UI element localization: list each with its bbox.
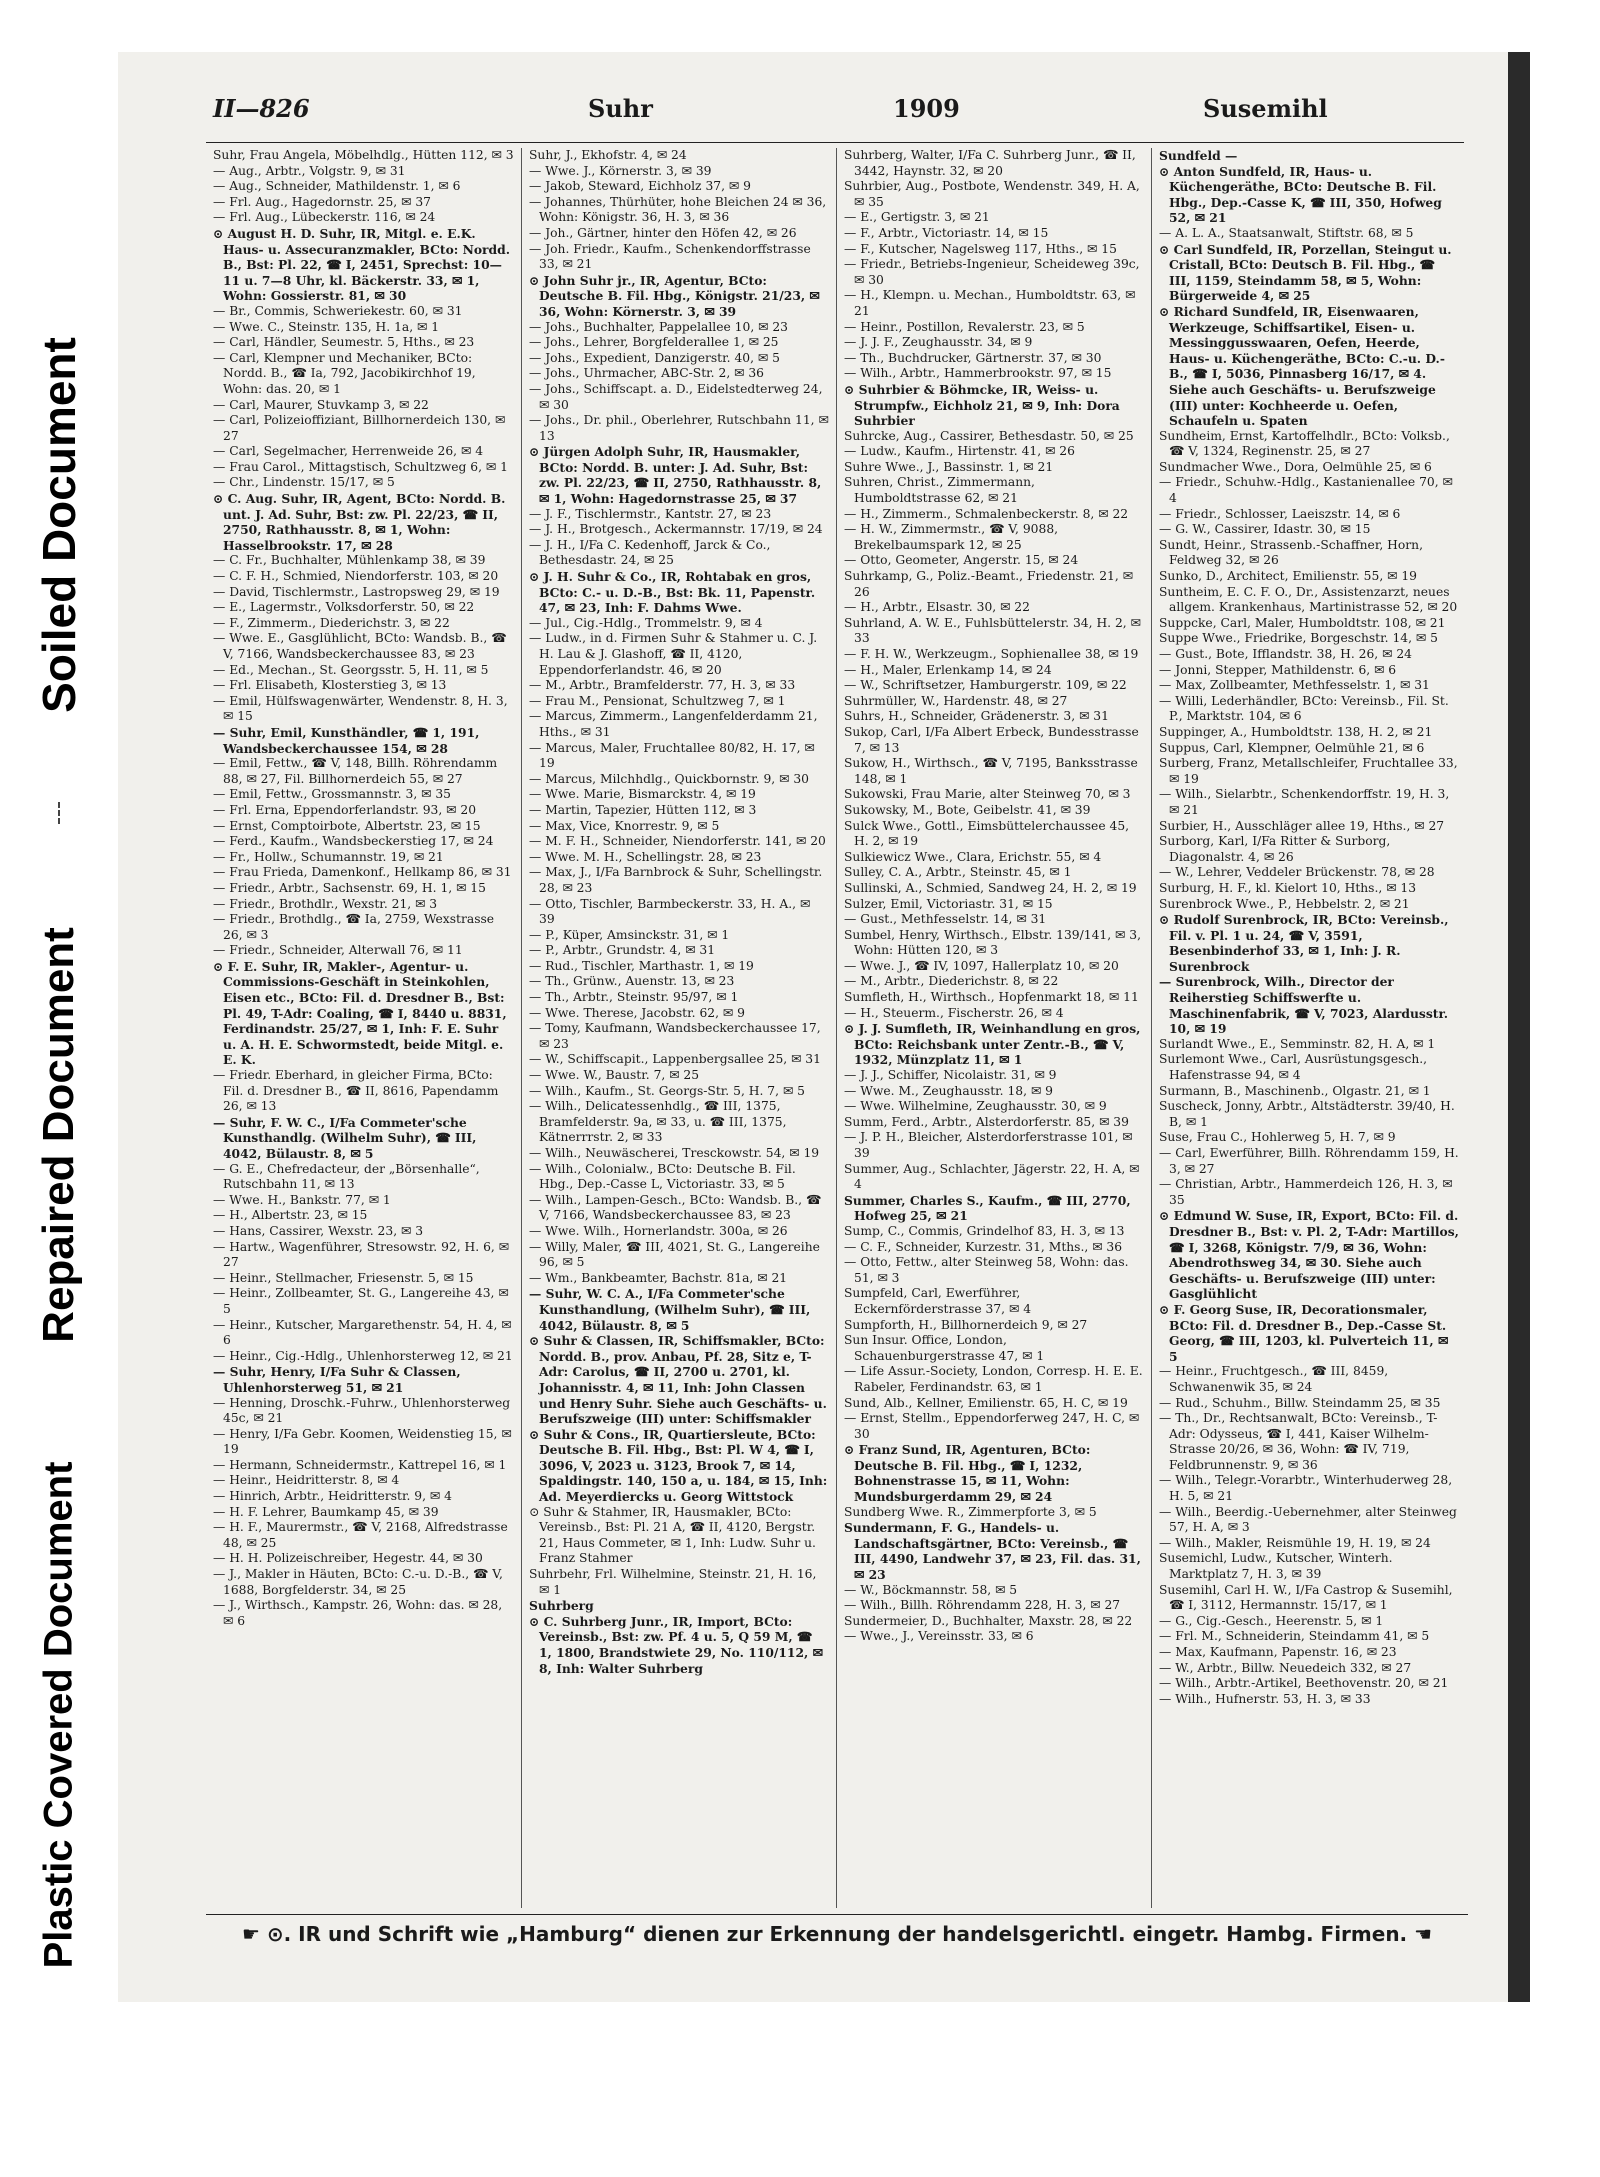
- directory-entry: Suhrberg: [529, 1598, 594, 1614]
- page-number: II—826: [213, 94, 310, 123]
- directory-entry: — E., Lagermstr., Volksdorferstr. 50, ✉ 22: [213, 600, 475, 615]
- directory-entry: Suppinger, A., Humboldtstr. 138, H. 2, ✉ 21: [1159, 724, 1433, 739]
- directory-entry: — Ludw., Kaufm., Hirtenstr. 41, ✉ 26: [844, 444, 1075, 459]
- directory-entry: — Aug., Schneider, Mathildenstr. 1, ✉ 6: [213, 179, 461, 194]
- directory-entry: ⊙ J. H. Suhr & Co., IR, Rohtabak en gros, BCto: C.- u. D.-B., Bst: Bk. 11, Papenstr. 47, ✉ 23, Inh: F. Dahms Wwe.: [529, 569, 816, 616]
- directory-column-2: [521, 148, 836, 1908]
- directory-entry: Suppcke, Carl, Maler, Humboldtstr. 108, ✉ 21: [1159, 615, 1446, 630]
- directory-entry: ⊙ Richard Sundfeld, IR, Eisenwaaren, Werkzeuge, Schiffsartikel, Eisen- u. Messinggusswaaren, Oefen, Heerde, Haus- u. Küchengeräthe, BCto: C.-u. D.-B., ☎ I, 5036, Pinnasberg 16/17, ✉ 4. Siehe auch Geschäfts- u. Berufszweige (III) unter: Kochheerde u. Oefen, Schaufeln u. Spaten: [1159, 303, 1445, 429]
- directory-entry: — Heinr., Heidritterstr. 8, ✉ 4: [213, 1473, 400, 1488]
- directory-entry: — Wwe. M., Zeughausstr. 18, ✉ 9: [844, 1083, 1053, 1098]
- directory-entry: — Carl, Segelmacher, Herrenweide 26, ✉ 4: [213, 444, 484, 459]
- directory-entry: — Friedr., Schuhw.-Hdlg., Kastanienallee 70, ✉ 4: [1159, 475, 1453, 506]
- directory-entry: — C. Fr., Buchhalter, Mühlenkamp 38, ✉ 39: [213, 553, 486, 568]
- directory-entry: — Wm., Bankbeamter, Bachstr. 81a, ✉ 21: [529, 1270, 788, 1285]
- directory-entry: — Tomy, Kaufmann, Wandsbeckerchaussee 17, ✉ 23: [529, 1021, 821, 1051]
- directory-entry: ⊙ Suhrbier & Böhmcke, IR, Weiss- u. Strumpfw., Eichholz 21, ✉ 9, Inh: Dora Suhrbier: [844, 381, 1120, 429]
- directory-entry: — Ernst, Comptoirbote, Albertstr. 23, ✉ 15: [213, 818, 481, 833]
- directory-entry: — Ferd., Kaufm., Wandsbeckerstieg 17, ✉ 24: [213, 834, 494, 849]
- directory-entry: — Friedr., Arbtr., Sachsenstr. 69, H. 1, ✉ 15: [213, 880, 486, 895]
- directory-entry: — Hans, Cassirer, Wexstr. 23, ✉ 3: [213, 1223, 424, 1238]
- directory-entry: — Suhr, F. W. C., I/Fa Commeter'sche Kunsthandlg. (Wilhelm Suhr), ☎ III, 4042, Bülaustr. 8, ✉ 5: [213, 1114, 477, 1161]
- directory-entry: — Friedr., Schlosser, Laeiszstr. 14, ✉ 6: [1159, 506, 1401, 521]
- directory-entry: — Christian, Arbtr., Hammerdeich 126, H. 3, ✉ 35: [1159, 1177, 1453, 1207]
- directory-entry: — Heinr., Kutscher, Margarethenstr. 54, H. 4, ✉ 6: [213, 1317, 512, 1348]
- directory-entry: — Frl. Elisabeth, Klosterstieg 3, ✉ 13: [213, 678, 447, 693]
- directory-entry: — Carl, Händler, Seumestr. 5, Hths., ✉ 23: [213, 335, 475, 350]
- directory-entry: Sund, Alb., Kellner, Emilienstr. 65, H. C, ✉ 19: [844, 1395, 1128, 1410]
- directory-entry: Suhren, Christ., Zimmermann, Humboldtstrasse 62, ✉ 21: [844, 475, 1035, 506]
- directory-entry: Summ, Ferd., Arbtr., Alsterdorferstr. 85, ✉ 39: [844, 1114, 1129, 1129]
- directory-entry: Suntheim, E. C. F. O., Dr., Assistenzarzt, neues allgem. Krankenhaus, Martinistrasse 52, ✉ 20: [1159, 584, 1458, 615]
- directory-entry: — Friedr. Eberhard, in gleicher Firma, BCto: Fil. d. Dresdner B., ☎ II, 8616, Papendamm 26, ✉ 13: [213, 1068, 499, 1114]
- repaired-document-label: Repaired Document: [34, 927, 83, 1343]
- directory-entry: — F. H. W., Werkzeugm., Sophienallee 38, ✉ 19: [844, 647, 1139, 661]
- directory-entry: — Wilh., Billh. Röhrendamm 228, H. 3, ✉ 27: [844, 1598, 1121, 1613]
- directory-entry: Sundberg Wwe. R., Zimmerpforte 3, ✉ 5: [844, 1504, 1097, 1519]
- directory-entry: — F., Arbtr., Victoriastr. 14, ✉ 15: [844, 225, 1049, 240]
- directory-entry: — Chr., Lindenstr. 15/17, ✉ 5: [213, 475, 395, 490]
- directory-entry: — Marcus, Maler, Fruchtallee 80/82, H. 17, ✉ 19: [529, 740, 815, 771]
- directory-entry: — Heinr., Zollbeamter, St. G., Langereihe 43, ✉ 5: [213, 1286, 509, 1316]
- binding-shadow: [1508, 52, 1530, 2002]
- directory-entry: — Frl. Aug., Lübeckerstr. 116, ✉ 24: [213, 210, 436, 225]
- directory-entry: — Wilh., Kaufm., St. Georgs-Str. 5, H. 7, ✉ 5: [529, 1083, 805, 1098]
- directory-entry: — Wilh., Hufnerstr. 53, H. 3, ✉ 33: [1159, 1691, 1371, 1706]
- directory-entry: Sumpfeld, Carl, Ewerführer, Eckernförderstrasse 37, ✉ 4: [844, 1286, 1032, 1316]
- directory-entry: ⊙ Suhr & Classen, IR, Schiffsmakler, BCto: Nordd. B., prov. Anbau, Pf. 28, Sitz e, T-Adr: Carolus, ☎ II, 2700 u. 2701, kl. Johannisstr. 4, ✉ 11, Inh: John Classen und Henry Suhr. Siehe auch Geschäfts- u. Berufszweige (III) unter: Schiffsmakler: [529, 1333, 827, 1427]
- separator-mark: [58, 802, 60, 824]
- directory-entry: — Wwe. J., Körnerstr. 3, ✉ 39: [529, 163, 712, 178]
- directory-entry: — H., Zimmerm., Schmalenbeckerstr. 8, ✉ 22: [844, 506, 1129, 521]
- directory-entry: — Wilh., Neuwäscherei, Tresckowstr. 54, ✉ 19: [529, 1146, 820, 1160]
- header-year: 1909: [893, 94, 960, 123]
- directory-entry: — Max, Vice, Knorrestr. 9, ✉ 5: [529, 818, 720, 833]
- scanned-page: [118, 52, 1530, 2002]
- header-left-keyword: Suhr: [588, 94, 653, 123]
- directory-entry: ⊙ Anton Sundfeld, IR, Haus- u. Küchengeräthe, BCto: Deutsche B. Fil. Hbg., Dep.-Casse K, ☎ III, 350, Hofweg 52, ✉ 21: [1159, 163, 1442, 226]
- directory-entry: Surmann, B., Maschinenb., Olgastr. 21, ✉ 1: [1159, 1083, 1431, 1098]
- directory-entry: ⊙ J. J. Sumfleth, IR, Weinhandlung en gros, BCto: Reichsbank unter Zentr.-B., ☎ V, 1932, Münzplatz 11, ✉ 1: [844, 1021, 1141, 1068]
- header-rule: [206, 142, 1464, 143]
- directory-entry: — P., Küper, Amsinckstr. 31, ✉ 1: [529, 927, 730, 942]
- directory-entry: — Max, Zollbeamter, Methfesselstr. 1, ✉ 31: [1159, 678, 1430, 693]
- directory-entry: — Wilh., Arbtr., Hammerbrookstr. 97, ✉ 15: [844, 366, 1112, 381]
- directory-entry: — Johs., Dr. phil., Oberlehrer, Rutschbahn 11, ✉ 13: [529, 413, 829, 443]
- directory-entry: — H. H. Polizeischreiber, Hegestr. 44, ✉ 30: [213, 1551, 483, 1566]
- directory-entry: ⊙ F. E. Suhr, IR, Makler-, Agentur- u. Commissions-Geschäft in Steinkohlen, Eisen etc., BCto: Fil. d. Dresdner B., Bst: Pl. 49, T-Adr: Coaling, ☎ I, 8440 u. 8831, Ferdinandstr. 25/27, ✉ 1, Inh: F. E. Suhr u. A. H. E. Schwormstedt, beide Mitgl. e. E. K.: [213, 958, 507, 1068]
- directory-entry: — Wwe. W., Baustr. 7, ✉ 25: [529, 1068, 700, 1083]
- directory-entry: — Wilh., Colonialw., BCto: Deutsche B. Fil. Hbg., Dep.-Casse L, Victoriastr. 33, ✉ 5: [529, 1161, 796, 1192]
- directory-entry: — David, Tischlermstr., Lastropsweg 29, ✉ 19: [213, 584, 500, 599]
- directory-entry: — W., Arbtr., Billw. Neuedeich 332, ✉ 27: [1159, 1660, 1412, 1675]
- directory-entry: — Frl. Aug., Hagedornstr. 25, ✉ 37: [213, 194, 431, 209]
- directory-entry: Suhrbehr, Frl. Wilhelmine, Steinstr. 21, H. 16, ✉ 1: [529, 1567, 817, 1597]
- directory-entry: — Wwe. C., Steinstr. 135, H. 1a, ✉ 1: [213, 319, 440, 334]
- directory-entry: — E., Gertigstr. 3, ✉ 21: [844, 210, 990, 225]
- directory-entry: — Johs., Schiffscapt. a. D., Eidelstedterweg 24, ✉ 30: [529, 381, 823, 412]
- directory-entry: — Ernst, Stellm., Eppendorferweg 247, H. C, ✉ 30: [844, 1411, 1140, 1441]
- directory-entry: — Heinr., Fruchtgesch., ☎ III, 8459, Schwanenwik 35, ✉ 24: [1159, 1364, 1389, 1394]
- directory-entry: ⊙ Carl Sundfeld, IR, Porzellan, Steingut u. Cristall, BCto: Deutsch B. Fil. Hbg., ☎ III, 1159, Steindamm 58, ✉ 5, Wohn: Bürgerweide 4, ✉ 25: [1159, 241, 1452, 304]
- directory-entry: Suhrberg, Walter, I/Fa C. Suhrberg Junr., ☎ II, 3442, Haynstr. 32, ✉ 20: [844, 148, 1136, 178]
- directory-entry: — C. F., Schneider, Kurzestr. 31, Mths., ✉ 36: [844, 1239, 1123, 1254]
- directory-entry: — H., Arbtr., Elsastr. 30, ✉ 22: [844, 600, 1030, 615]
- directory-entry: Surbier, H., Ausschläger allee 19, Hths., ✉ 27: [1159, 818, 1445, 833]
- directory-entry: Surberg, Franz, Metallschleifer, Fruchtallee 33, ✉ 19: [1159, 756, 1458, 786]
- directory-entry: — Emil, Hülfswagenwärter, Wendenstr. 8, H. 3, ✉ 15: [213, 693, 508, 724]
- directory-entry: — Th., Arbtr., Steinstr. 95/97, ✉ 1: [529, 990, 739, 1005]
- directory-entry: — Wwe., J., Vereinsstr. 33, ✉ 6: [844, 1629, 1034, 1644]
- side-label-strip: [0, 0, 118, 2177]
- directory-entry: — P., Arbtr., Grundstr. 4, ✉ 31: [529, 943, 716, 958]
- directory-entry: Sulck Wwe., Gottl., Eimsbüttelerchaussee 45, H. 2, ✉ 19: [844, 818, 1130, 849]
- directory-entry: — W., Schriftsetzer, Hamburgerstr. 109, ✉ 22: [844, 678, 1127, 693]
- directory-entry: Sulzer, Emil, Victoriastr. 31, ✉ 15: [844, 896, 1053, 911]
- directory-entry: — Wilh., Telegr.-Vorarbtr., Winterhuderweg 28, H. 5, ✉ 21: [1159, 1473, 1453, 1504]
- directory-entry: Sulley, C. A., Arbtr., Steinstr. 45, ✉ 1: [844, 865, 1072, 880]
- directory-entry: — W., Böckmannstr. 58, ✉ 5: [844, 1582, 1018, 1597]
- directory-entry: — H. F. Lehrer, Baumkamp 45, ✉ 39: [213, 1504, 439, 1519]
- directory-entry: — Wwe. H., Bankstr. 77, ✉ 1: [213, 1192, 391, 1207]
- directory-entry: — Otto, Tischler, Barmbeckerstr. 33, H. A., ✉ 39: [529, 896, 811, 927]
- directory-entry: — Suhr, Emil, Kunsthändler, ☎ 1, 191, Wandsbeckerchaussee 154, ✉ 28: [213, 724, 480, 756]
- directory-entry: — Wwe. Therese, Jacobstr. 62, ✉ 9: [529, 1005, 745, 1020]
- directory-entry: — Jonni, Stepper, Mathildenstr. 6, ✉ 6: [1159, 662, 1397, 677]
- directory-entry: ⊙ F. Georg Suse, IR, Decorationsmaler, BCto: Fil. d. Dresdner B., Dep.-Casse St. Georg, ☎ III, 1203, kl. Pulverteich 11, ✉ 5: [1159, 1301, 1449, 1364]
- directory-entry: — Wilh., Delicatessenhdlg., ☎ III, 1375, Bramfelderstr. 9a, ✉ 33, u. ☎ III, 1375, Kätnerrrstr. 2, ✉ 33: [529, 1099, 787, 1145]
- directory-entry: — J. J. F., Zeughausstr. 34, ✉ 9: [844, 335, 1033, 350]
- directory-entry: Sun Insur. Office, London, Schauenburgerstrasse 47, ✉ 1: [844, 1333, 1045, 1363]
- directory-entry: — Th., Dr., Rechtsanwalt, BCto: Vereinsb., T-Adr: Odysseus, ☎ I, 441, Kaiser Wilhelm-Strasse 20/26, ✉ 36, Wohn: ☎ IV, 719, Feldbrunnenstr. 9, ✉ 36: [1159, 1411, 1438, 1472]
- directory-entry: Sundheim, Ernst, Kartoffelhdlr., BCto: Volksb., ☎ V, 1324, Reginenstr. 25, ✉ 27: [1159, 428, 1450, 459]
- directory-entry: — F., Zimmerm., Diederichstr. 3, ✉ 22: [213, 615, 450, 630]
- directory-entry: Surburg, H. F., kl. Kielort 10, Hths., ✉ 13: [1159, 880, 1417, 895]
- directory-entry: — Max, Kaufmann, Papenstr. 16, ✉ 23: [1159, 1645, 1397, 1659]
- directory-entry: Suhrs, H., Schneider, Grädenerstr. 3, ✉ 31: [844, 709, 1109, 724]
- directory-entry: ⊙ Rudolf Surenbrock, IR, BCto: Vereinsb., Fil. v. Pl. 1 u. 24, ☎ V, 3591, Besenbinderhof 33, ✉ 1, Inh: J. R. Surenbrock: [1159, 912, 1449, 974]
- directory-entry: — Frl. Erna, Eppendorferlandstr. 93, ✉ 20: [213, 802, 477, 817]
- directory-entry: — Wilh., Makler, Reismühle 19, H. 19, ✉ 24: [1159, 1535, 1431, 1550]
- directory-entry: — H., Klempn. u. Mechan., Humboldtstr. 63, ✉ 21: [844, 288, 1136, 318]
- directory-entry: Sulkiewicz Wwe., Clara, Erichstr. 55, ✉ 4: [844, 849, 1102, 864]
- directory-entry: — Henry, I/Fa Gebr. Koomen, Weidenstieg 15, ✉ 19: [213, 1426, 512, 1457]
- directory-entry: Sundfeld —: [1159, 148, 1238, 163]
- directory-entry: — Wwe. M. H., Schellingstr. 28, ✉ 23: [529, 849, 762, 864]
- directory-entry: — Marcus, Zimmerm., Langenfelderdamm 21, Hths., ✉ 31: [529, 709, 818, 739]
- directory-entry: — Johs., Buchhalter, Pappelallee 10, ✉ 23: [529, 319, 788, 334]
- directory-entry: Suse, Frau C., Hohlerweg 5, H. 7, ✉ 9: [1159, 1130, 1396, 1145]
- directory-entry: — Wilh., Arbtr.-Artikel, Beethovenstr. 20, ✉ 21: [1159, 1676, 1449, 1691]
- directory-entry: — Johannes, Thürhüter, hohe Bleichen 24 ✉ 36, Wohn: Königstr. 36, H. 3, ✉ 36: [529, 194, 827, 225]
- directory-entry: — Fr., Hollw., Schumannstr. 19, ✉ 21: [213, 849, 444, 864]
- directory-entry: — Surenbrock, Wilh., Director der Reiherstieg Schiffswerfte u. Maschinenfabrik, ☎ V, 7023, Alardusstr. 10, ✉ 19: [1159, 974, 1449, 1037]
- directory-entry: — H., Albertstr. 23, ✉ 15: [213, 1208, 368, 1223]
- directory-entry: ⊙ C. Suhrberg Junr., IR, Import, BCto: Vereinsb., Bst: zw. Pf. 4 u. 5, Q 59 M, ☎ 1, 1800, Brandstwiete 29, No. 110/112, ✉ 8, Inh: Walter Suhrberg: [529, 1613, 823, 1676]
- directory-entry: — Frau Carol., Mittagstisch, Schultzweg 6, ✉ 1: [213, 459, 508, 474]
- page-header: [203, 94, 1468, 134]
- directory-entry: Sunko, D., Architect, Emilienstr. 55, ✉ 19: [1159, 569, 1418, 584]
- directory-entry: — M. F. H., Schneider, Niendorferstr. 141, ✉ 20: [529, 834, 826, 849]
- directory-entry: Sundt, Heinr., Strassenb.-Schaffner, Horn, Feldweg 32, ✉ 26: [1159, 537, 1424, 568]
- directory-entry: Sukowski, Frau Marie, alter Steinweg 70, ✉ 3: [844, 787, 1131, 802]
- directory-entry: — Otto, Fettw., alter Steinweg 58, Wohn: das. 51, ✉ 3: [844, 1255, 1129, 1285]
- directory-entry: Summer, Charles S., Kaufm., ☎ III, 2770, Hofweg 25, ✉ 21: [844, 1192, 1131, 1224]
- directory-entry: ⊙ Suhr & Cons., IR, Quartiersleute, BCto: Deutsche B. Fil. Hbg., Bst: Pl. W 4, ☎ I, 3096, V, 2023 u. 3123, Brook 7, ✉ 14, Spaldingstr. 140, 150 a, u. 184, ✉ 15, Inh: Ad. Meyerdiercks u. Georg Wittstock: [529, 1426, 828, 1505]
- directory-entry: — J. J., Schiffer, Nicolaistr. 31, ✉ 9: [844, 1068, 1057, 1083]
- directory-entry: — J. H., I/Fa C. Kedenhoff, Jarck & Co., Bethesdastr. 24, ✉ 25: [529, 537, 771, 568]
- directory-entry: — G. W., Cassirer, Idastr. 30, ✉ 15: [1159, 522, 1371, 537]
- directory-entry: — Wwe. Marie, Bismarckstr. 4, ✉ 19: [529, 787, 756, 802]
- directory-entry: Sukop, Carl, I/Fa Albert Erbeck, Bundesstrasse 7, ✉ 13: [844, 724, 1139, 755]
- directory-entry: — H. W., Zimmermstr., ☎ V, 9088, Brekelbaumspark 12, ✉ 25: [844, 522, 1059, 552]
- footer-rule: [206, 1914, 1468, 1915]
- directory-columns: [206, 148, 1468, 1908]
- directory-entry: — Life Assur.-Society, London, Corresp. H. E. E. Rabeler, Ferdinandstr. 63, ✉ 1: [844, 1364, 1143, 1394]
- directory-entry: — J. P. H., Bleicher, Alsterdorferstrasse 101, ✉ 39: [844, 1130, 1133, 1160]
- directory-entry: — H. F., Maurermstr., ☎ V, 2168, Alfredstrasse 48, ✉ 25: [213, 1520, 508, 1550]
- directory-entry: — Wilh., Lampen-Gesch., BCto: Wandsb. B., ☎ V, 7166, Wandsbeckerchaussee 83, ✉ 23: [529, 1192, 822, 1223]
- directory-entry: — Ludw., in d. Firmen Suhr & Stahmer u. C. J. H. Lau & J. Glashoff, ☎ II, 4120, Eppendorferlandstr. 46, ✉ 20: [529, 631, 818, 677]
- directory-entry: — J. F., Tischlermstr., Kantstr. 27, ✉ 23: [529, 506, 772, 521]
- directory-entry: ⊙ C. Aug. Suhr, IR, Agent, BCto: Nordd. B. unt. J. Ad. Suhr, Bst: zw. Pl. 22/23, ☎ II, 2750, Rathhausstr. 8, ✉ 1, Wohn: Hasselbrookstr. 17, ✉ 28: [213, 491, 506, 553]
- directory-entry: Susemichl, Ludw., Kutscher, Winterh. Marktplatz 7, H. 3, ✉ 39: [1159, 1551, 1393, 1582]
- directory-entry: — J., Makler in Häuten, BCto: C.-u. D.-B., ☎ V, 1688, Borgfelderstr. 34, ✉ 25: [213, 1567, 503, 1597]
- directory-entry: — Friedr., Schneider, Alterwall 76, ✉ 11: [213, 943, 463, 958]
- directory-entry: ⊙ Suhr & Stahmer, IR, Hausmakler, BCto: Vereinsb., Bst: Pl. 21 A, ☎ II, 4120, Bergstr. 21, Haus Commeter, ✉ 1, Inh: Ludw. Suhr u. Franz Stahmer: [529, 1504, 816, 1566]
- soiled-document-label: Soiled Document: [33, 337, 85, 713]
- directory-entry: — F., Kutscher, Nagelsweg 117, Hths., ✉ 15: [844, 241, 1117, 256]
- directory-entry: — Johs., Uhrmacher, ABC-Str. 2, ✉ 36: [529, 366, 764, 381]
- directory-entry: Suhrland, A. W. E., Fuhlsbüttelerstr. 34, H. 2, ✉ 33: [844, 615, 1141, 646]
- directory-entry: Suppus, Carl, Klempner, Oelmühle 21, ✉ 6: [1159, 740, 1425, 755]
- directory-entry: — Heinr., Stellmacher, Friesenstr. 5, ✉ 15: [213, 1270, 474, 1285]
- directory-column-3: [836, 148, 1151, 1908]
- directory-entry: — Frau M., Pensionat, Schultzweg 7, ✉ 1: [529, 693, 786, 708]
- directory-entry: — Friedr., Brothdlg., ☎ Ia, 2759, Wexstrasse 26, ✉ 3: [213, 912, 495, 942]
- directory-entry: — Gust., Methfesselstr. 14, ✉ 31: [844, 912, 1047, 927]
- directory-entry: Sumfleth, H., Wirthsch., Hopfenmarkt 18, ✉ 11: [844, 990, 1139, 1005]
- directory-entry: Suscheck, Jonny, Arbtr., Altstädterstr. 39/40, H. B, ✉ 1: [1159, 1099, 1455, 1129]
- directory-entry: ⊙ Edmund W. Suse, IR, Export, BCto: Fil. d. Dresdner B., Bst: v. Pl. 2, T-Adr: Martillos, ☎ I, 3268, Königstr. 7/9, ✉ 36, Wohn: Abendrothsweg 34, ✉ 30. Siehe auch Geschäfts- u. Berufszweige (III) unter: Gasglühlicht: [1159, 1208, 1459, 1302]
- directory-entry: Suhrbier, Aug., Postbote, Wendenstr. 349, H. A, ✉ 35: [844, 179, 1140, 209]
- directory-entry: ⊙ John Suhr jr., IR, Agentur, BCto: Deutsche B. Fil. Hbg., Königstr. 21/23, ✉ 36, Wohn: Körnerstr. 3, ✉ 39: [529, 272, 820, 319]
- directory-entry: Surlandt Wwe., E., Semminstr. 82, H. A, ✉ 1: [1159, 1036, 1436, 1051]
- directory-column-4: [1151, 148, 1466, 1908]
- directory-entry: — Frau Frieda, Damenkonf., Hellkamp 86, ✉ 31: [213, 865, 512, 880]
- directory-entry: — H., Steuerm., Fischerstr. 26, ✉ 4: [844, 1005, 1064, 1020]
- directory-entry: — Friedr., Brothdlr., Wexstr. 21, ✉ 3: [213, 896, 438, 911]
- directory-entry: — Max, J., I/Fa Barnbrock & Suhr, Schellingstr. 28, ✉ 23: [529, 865, 823, 895]
- directory-entry: — Johs., Expedient, Danzigerstr. 40, ✉ 5: [529, 350, 780, 365]
- directory-entry: — Emil, Fettw., ☎ V, 148, Billh. Röhrendamm 88, ✉ 27, Fil. Billhornerdeich 55, ✉ 27: [213, 756, 498, 786]
- directory-entry: ⊙ Franz Sund, IR, Agenturen, BCto: Deutsche B. Fil. Hbg., ☎ I, 1232, Bohnenstrasse 15, ✉ 11, Wohn: Mundsburgerdamm 29, ✉ 24: [844, 1442, 1091, 1505]
- directory-entry: Suhrcke, Aug., Cassirer, Bethesdastr. 50, ✉ 25: [844, 428, 1134, 443]
- directory-entry: — M., Arbtr., Bramfelderstr. 77, H. 3, ✉ 33: [529, 678, 796, 693]
- directory-entry: Sumpforth, H., Billhornerdeich 9, ✉ 27: [844, 1317, 1088, 1332]
- directory-entry: — Suhr, Henry, I/Fa Suhr & Classen, Uhlenhorsterweg 51, ✉ 21: [213, 1364, 461, 1395]
- directory-entry: — C. F. H., Schmied, Niendorferstr. 103, ✉ 20: [213, 569, 499, 584]
- plastic-covered-document-label: Plastic Covered Document: [36, 1461, 81, 1969]
- directory-entry: Suhrkamp, G., Poliz.-Beamt., Friedenstr. 21, ✉ 26: [844, 569, 1134, 599]
- directory-entry: ⊙ August H. D. Suhr, IR, Mitgl. e. E.K. Haus- u. Assecuranzmakler, BCto: Nordd. B., Bst: Pl. 22, ☎ I, 2451, Sprechst: 10—11 u. 7—8 Uhr, kl. Bäckerstr. 33, ✉ 1, Wohn: Gossierstr. 81, ✉ 30: [213, 225, 510, 304]
- directory-entry: — Wilh., Beerdig.-Uebernehmer, alter Steinweg 57, H. A, ✉ 3: [1159, 1504, 1457, 1535]
- directory-entry: — M., Arbtr., Diederichstr. 8, ✉ 22: [844, 974, 1059, 989]
- directory-entry: — Carl, Klempner und Mechaniker, BCto: Nordd. B., ☎ Ia, 792, Jacobikirchhof 19, Wohn: das. 20, ✉ 1: [213, 350, 476, 396]
- page-footer-note: ☛ ⊙. IR und Schrift wie „Hamburg“ dienen zur Erkennung der handelsgerichtl. eingetr. Hambg. Firmen. ☚: [241, 1922, 1433, 1946]
- directory-entry: Sump, C., Commis, Grindelhof 83, H. 3, ✉ 13: [844, 1223, 1125, 1238]
- directory-entry: — Wwe. E., Gasglühlicht, BCto: Wandsb. B., ☎ V, 7166, Wandsbeckerchaussee 83, ✉ 23: [213, 631, 507, 661]
- directory-entry: — Gust., Bote, Ifflandstr. 38, H. 26, ✉ 24: [1159, 647, 1412, 661]
- directory-entry: — Heinr., Postillon, Revalerstr. 23, ✉ 5: [844, 319, 1085, 334]
- directory-entry: Suhr, J., Ekhofstr. 4, ✉ 24: [529, 148, 687, 162]
- directory-entry: — Willy, Maler, ☎ III, 4021, St. G., Langereihe 96, ✉ 5: [529, 1239, 820, 1270]
- directory-entry: Sundermann, F. G., Handels- u. Landschaftsgärtner, BCto: Vereinsb., ☎ III, 4490, Landwehr 37, ✉ 23, Fil. das. 31, ✉ 23: [844, 1520, 1141, 1583]
- directory-entry: Suhr, Frau Angela, Möbelhdlg., Hütten 112, ✉ 3: [213, 148, 514, 162]
- directory-entry: Suhrmüller, W., Hardenstr. 48, ✉ 27: [844, 693, 1068, 708]
- directory-entry: — Carl, Maurer, Stuvkamp 3, ✉ 22: [213, 397, 429, 412]
- directory-entry: — Carl, Ewerführer, Billh. Röhrendamm 159, H. 3, ✉ 27: [1159, 1146, 1459, 1176]
- directory-entry: Susemihl, Carl H. W., I/Fa Castrop & Susemihl, ☎ I, 3112, Hermannstr. 15/17, ✉ 1: [1159, 1582, 1453, 1613]
- directory-entry: — Martin, Tapezier, Hütten 112, ✉ 3: [529, 802, 757, 817]
- outer-margin: [1530, 52, 1600, 2002]
- directory-entry: — Willi, Lederhändler, BCto: Vereinsb., Fil. St. P., Marktstr. 104, ✉ 6: [1159, 693, 1449, 724]
- directory-entry: Sundermeier, D., Buchhalter, Maxstr. 28, ✉ 22: [844, 1613, 1133, 1628]
- directory-entry: — J., Wirthsch., Kampstr. 26, Wohn: das. ✉ 28, ✉ 6: [213, 1598, 503, 1628]
- directory-entry: — Emil, Fettw., Grossmannstr. 3, ✉ 35: [213, 787, 451, 802]
- directory-entry: — Marcus, Milchhdlg., Quickbornstr. 9, ✉ 30: [529, 771, 809, 786]
- directory-entry: — Jul., Cig.-Hdlg., Trommelstr. 9, ✉ 4: [529, 615, 763, 630]
- directory-entry: — W., Schiffscapit., Lappenbergsallee 25, ✉ 31: [529, 1052, 821, 1067]
- directory-entry: — Jakob, Steward, Eichholz 37, ✉ 9: [529, 179, 751, 194]
- directory-entry: — Rud., Schuhm., Billw. Steindamm 25, ✉ 35: [1159, 1395, 1441, 1410]
- directory-entry: — Th., Buchdrucker, Gärtnerstr. 37, ✉ 30: [844, 350, 1102, 365]
- directory-entry: — Wwe. J., ☎ IV, 1097, Hallerplatz 10, ✉ 20: [844, 958, 1119, 973]
- directory-entry: — J. H., Brotgesch., Ackermannstr. 17/19, ✉ 24: [529, 522, 823, 537]
- directory-entry: — Hartw., Wagenführer, Stresowstr. 92, H. 6, ✉ 27: [213, 1239, 510, 1270]
- directory-entry: — Friedr., Betriebs-Ingenieur, Scheideweg 39c, ✉ 30: [844, 257, 1140, 287]
- directory-entry: Surenbrock Wwe., P., Hebbelstr. 2, ✉ 21: [1159, 896, 1410, 911]
- directory-entry: — Ed., Mechan., St. Georgsstr. 5, H. 11, ✉ 5: [213, 662, 489, 677]
- directory-entry: — Heinr., Cig.-Hdlg., Uhlenhorsterweg 12, ✉ 21: [213, 1348, 513, 1363]
- directory-entry: — W., Lehrer, Veddeler Brückenstr. 78, ✉ 28: [1159, 865, 1435, 880]
- directory-entry: — Th., Grünw., Auenstr. 13, ✉ 23: [529, 974, 735, 989]
- directory-entry: Sukow, H., Wirthsch., ☎ V, 7195, Banksstrasse 148, ✉ 1: [844, 756, 1138, 786]
- directory-entry: — G., Cig.-Gesch., Heerenstr. 5, ✉ 1: [1159, 1613, 1384, 1628]
- directory-entry: — Rud., Tischler, Marthastr. 1, ✉ 19: [529, 958, 754, 973]
- directory-entry: Summer, Aug., Schlachter, Jägerstr. 22, H. A, ✉ 4: [844, 1161, 1140, 1192]
- directory-entry: — H., Maler, Erlenkamp 14, ✉ 24: [844, 662, 1052, 677]
- directory-entry: Sundmacher Wwe., Dora, Oelmühle 25, ✉ 6: [1159, 459, 1432, 474]
- directory-entry: — Wwe. Wilhelmine, Zeughausstr. 30, ✉ 9: [844, 1099, 1107, 1114]
- directory-entry: — Johs., Lehrer, Borgfelderallee 1, ✉ 25: [529, 335, 779, 350]
- directory-entry: — A. L. A., Staatsanwalt, Stiftstr. 68, ✉ 5: [1159, 225, 1414, 240]
- directory-entry: Sumbel, Henry, Wirthsch., Elbstr. 139/141, ✉ 3, Wohn: Hütten 120, ✉ 3: [844, 927, 1141, 958]
- directory-entry: ⊙ Jürgen Adolph Suhr, IR, Hausmakler, BCto: Nordd. B. unter: J. Ad. Suhr, Bst: zw. Pl. 22/23, ☎ II, 2750, Rathhausstr. 8, ✉ 1, Wohn: Hagedornstrasse 25, ✉ 37: [529, 444, 822, 507]
- directory-entry: Surborg, Karl, I/Fa Ritter & Surborg, Diagonalstr. 4, ✉ 26: [1159, 834, 1391, 864]
- directory-entry: Sullinski, A., Schmied, Sandweg 24, H. 2, ✉ 19: [844, 880, 1137, 895]
- directory-entry: — Wilh., Sielarbtr., Schenkendorffstr. 19, H. 3, ✉ 21: [1159, 787, 1450, 817]
- directory-entry: Suhre Wwe., J., Bassinstr. 1, ✉ 21: [844, 459, 1054, 474]
- directory-entry: — Henning, Droschk.-Fuhrw., Uhlenhorsterweg 45c, ✉ 21: [213, 1395, 511, 1426]
- directory-column-1: [206, 148, 521, 1908]
- directory-entry: Surlemont Wwe., Carl, Ausrüstungsgesch., Hafenstrasse 94, ✉ 4: [1159, 1052, 1428, 1083]
- header-right-keyword: Susemihl: [1203, 94, 1328, 123]
- directory-entry: — Wwe. Wilh., Hornerlandstr. 300a, ✉ 26: [529, 1223, 788, 1238]
- directory-entry: — Br., Commis, Schweriekestr. 60, ✉ 31: [213, 303, 463, 318]
- directory-entry: Sukowsky, M., Bote, Geibelstr. 41, ✉ 39: [844, 802, 1091, 817]
- directory-entry: — Joh., Gärtner, hinter den Höfen 42, ✉ 26: [529, 225, 797, 240]
- directory-entry: — Joh. Friedr., Kaufm., Schenkendorffstrasse 33, ✉ 21: [529, 241, 811, 272]
- directory-entry: — Carl, Polizeioffiziant, Billhornerdeich 130, ✉ 27: [213, 413, 506, 443]
- directory-entry: — G. E., Chefredacteur, der „Börsenhalle“, Rutschbahn 11, ✉ 13: [213, 1161, 480, 1192]
- directory-entry: — Otto, Geometer, Angerstr. 15, ✉ 24: [844, 553, 1079, 568]
- directory-entry: — Hermann, Schneidermstr., Kattrepel 16, ✉ 1: [213, 1457, 507, 1472]
- directory-entry: Suppe Wwe., Friedrike, Borgeschstr. 14, ✉ 5: [1159, 631, 1438, 646]
- directory-entry: — Suhr, W. C. A., I/Fa Commeter'sche Kunsthandlung, (Wilhelm Suhr), ☎ III, 4042, Bülaustr. 8, ✉ 5: [529, 1286, 811, 1333]
- directory-entry: — Aug., Arbtr., Volgstr. 9, ✉ 31: [213, 163, 406, 178]
- directory-entry: — Frl. M., Schneiderin, Steindamm 41, ✉ 5: [1159, 1629, 1430, 1644]
- directory-entry: — Hinrich, Arbtr., Heidritterstr. 9, ✉ 4: [213, 1489, 452, 1504]
